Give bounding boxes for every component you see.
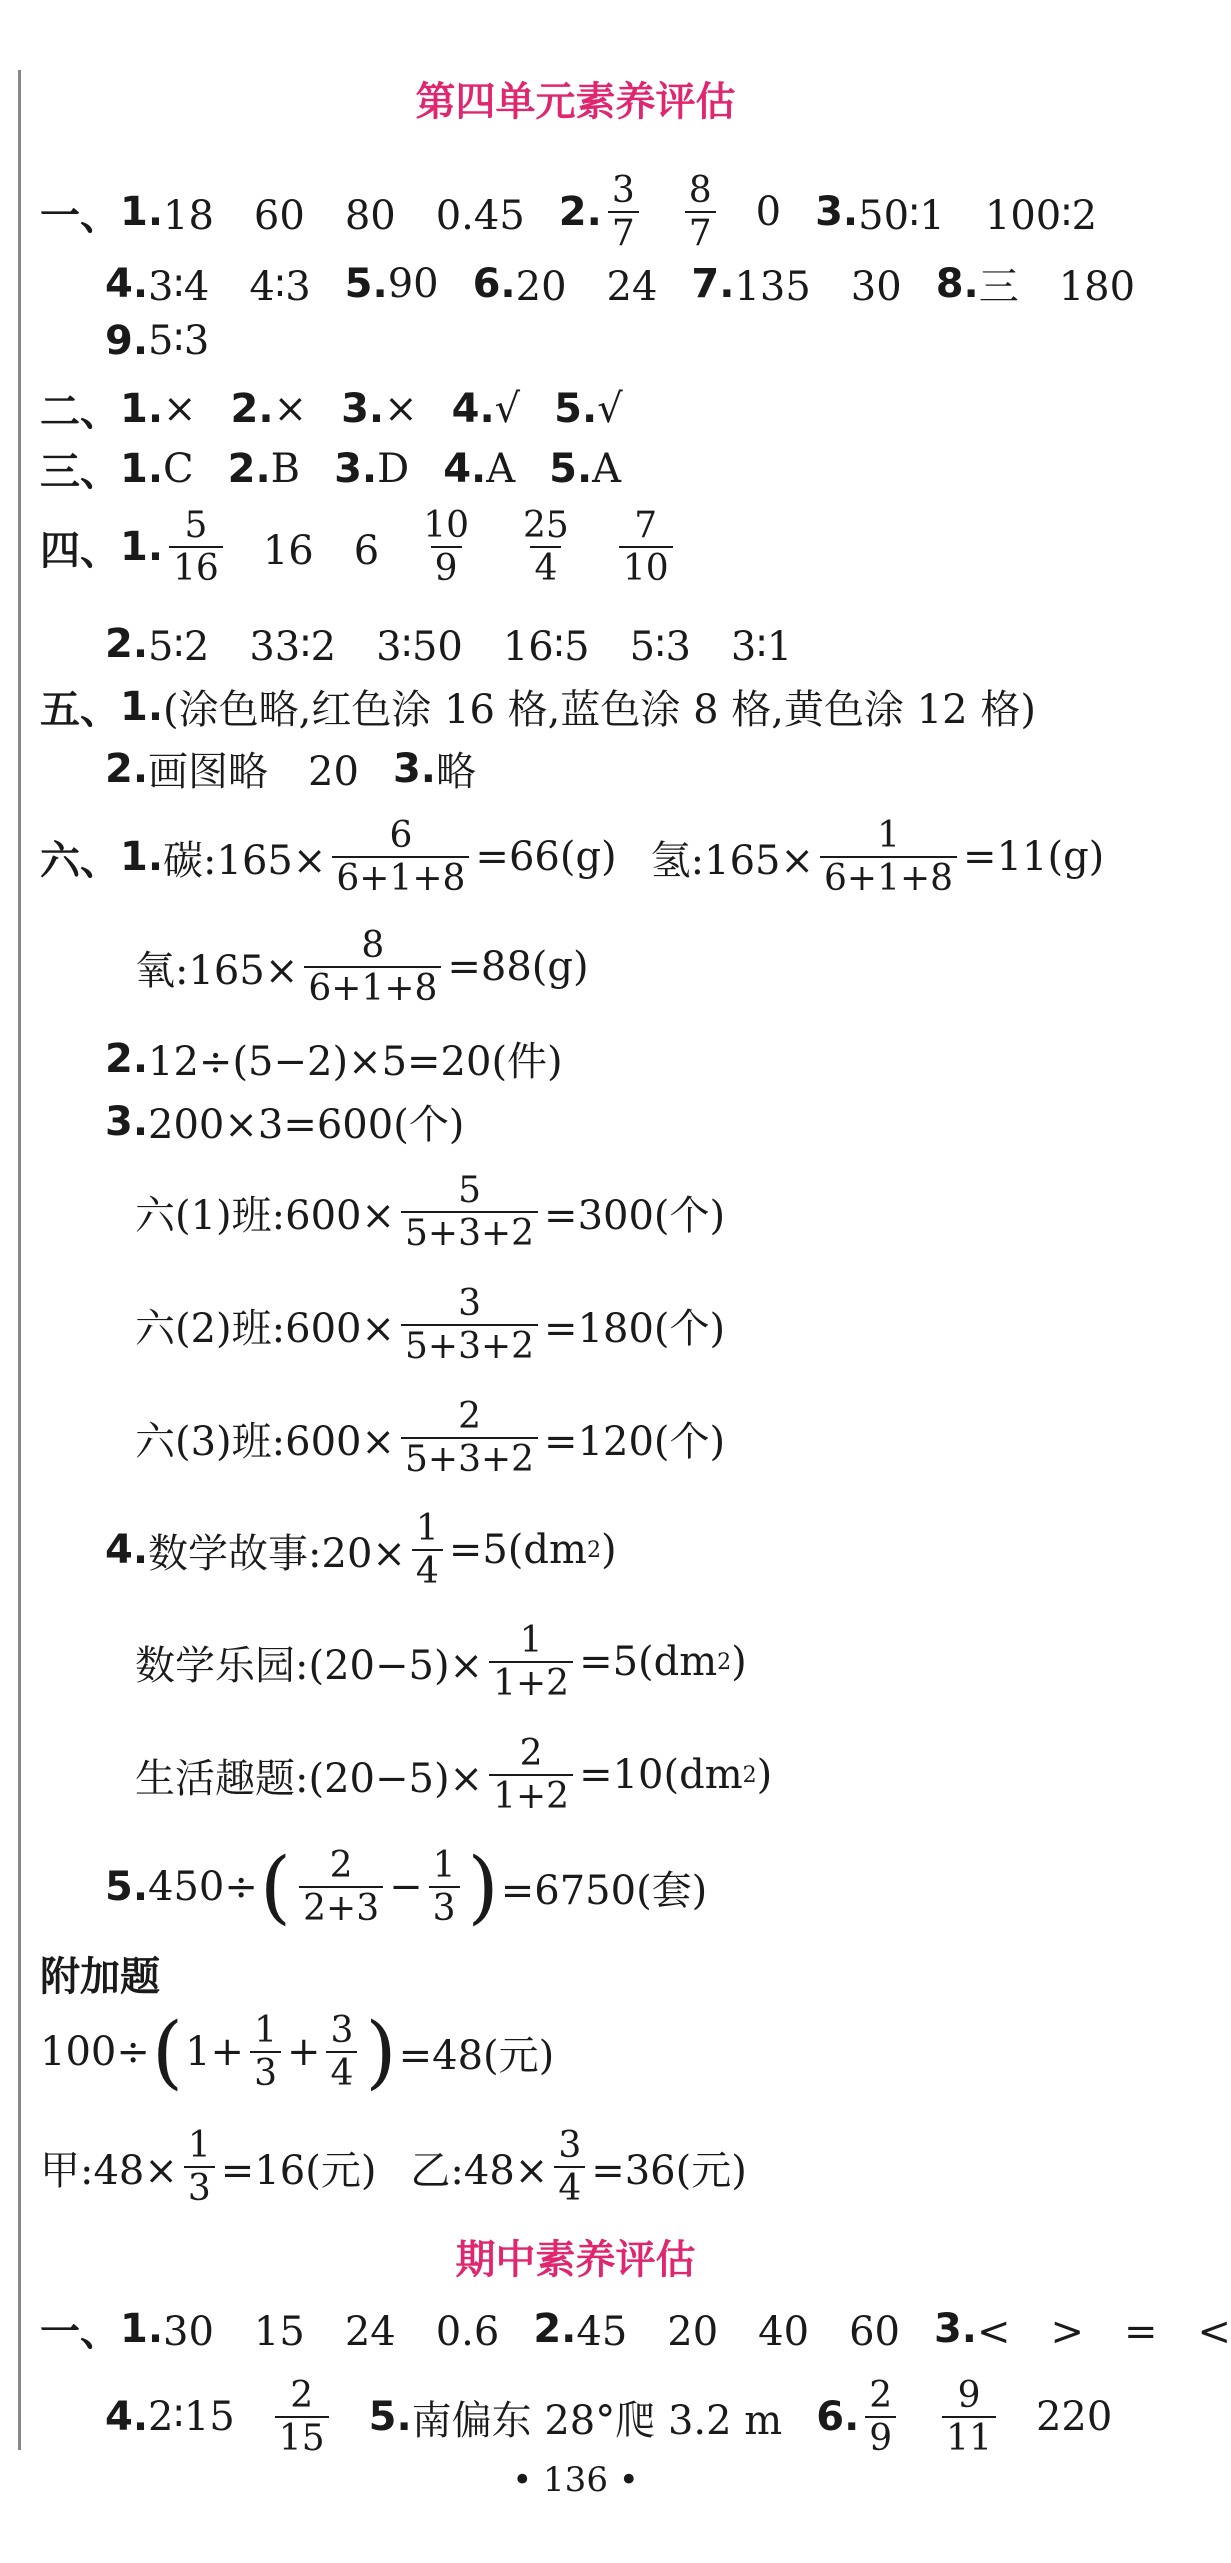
q-num: 2. (227, 445, 271, 492)
answer: 2∶15 (148, 2394, 235, 2441)
fraction: $\frac{1}{4}$ (412, 1508, 443, 1593)
answer: 18 60 80 0.45 (163, 192, 525, 239)
q-num: 4. (451, 385, 495, 432)
answer: √ (597, 385, 623, 432)
fraction: $\frac{2}{9}$ (865, 2375, 896, 2460)
s6-q2-line (105, 1030, 563, 1087)
q-num: 3. (334, 445, 378, 492)
fraction: $\frac{2}{2+3}$ (299, 1845, 383, 1930)
superscript: 2 (586, 1537, 601, 1563)
q-num: 5. (344, 260, 388, 307)
s2-label: 二、 (40, 389, 120, 435)
q-num: 4. (105, 1527, 149, 1574)
operator: − (389, 1864, 423, 1911)
right-paren: ) (365, 2005, 397, 2099)
s1-line1 (40, 170, 1097, 255)
s2-line (40, 380, 623, 437)
s6-class1-line (135, 1170, 725, 1255)
left-paren: ( (151, 2005, 184, 2099)
answer: 画图略 20 (148, 749, 359, 795)
answer: A (486, 445, 516, 492)
answer: 12÷(5−2)×5=20(件) (148, 1039, 563, 1085)
s1-line2 (105, 255, 1135, 312)
s6-oxygen-line (135, 925, 589, 1010)
q-num: 2. (105, 620, 149, 667)
formula-result: =6750(套) (500, 1867, 708, 1914)
q-num: 4. (105, 2394, 149, 2441)
q-num: 6. (472, 260, 516, 307)
superscript: 2 (742, 1762, 757, 1788)
s6-q4-line3 (135, 1733, 772, 1818)
s6-q4-line1 (105, 1508, 617, 1593)
formula-text: 100÷ (40, 2029, 150, 2076)
margin-rule (18, 70, 21, 2450)
formula-result: =120(个) (544, 1418, 726, 1465)
s6-q3-line (105, 1093, 464, 1150)
answer: 0 (755, 189, 782, 236)
answer: 5∶3 (148, 318, 210, 364)
answer: 16 6 (262, 527, 380, 574)
superscript: 2 (717, 1649, 732, 1675)
answer: √ (494, 385, 521, 432)
answer: A (592, 445, 622, 492)
q-num: 9. (105, 318, 149, 364)
q-num: 2. (230, 385, 274, 432)
formula-text: 六(3)班:600× (135, 1418, 395, 1465)
q-num: 5. (554, 385, 598, 432)
answer: 50∶1 100∶2 (858, 192, 1098, 239)
s4-line2 (105, 615, 792, 672)
answer: 3∶4 4∶3 (148, 264, 311, 310)
q-num: 2. (105, 745, 149, 792)
q-num: 3. (933, 2305, 977, 2352)
s4-label: 四、 (40, 527, 120, 574)
s5-label: 五、 (40, 687, 120, 733)
midterm-title: 期中素养评估 (455, 2237, 696, 2283)
fraction: $\frac{5}{16}$ (169, 505, 223, 590)
fraction: $\frac{1}{3}$ (184, 2125, 215, 2210)
paren: ) (731, 1639, 747, 1686)
fraction: $\frac{3}{4}$ (326, 2010, 357, 2095)
fraction: $\frac{3}{4}$ (554, 2125, 585, 2210)
formula-text: 六(2)班:600× (135, 1305, 395, 1352)
formula-text: 氧:165× (135, 947, 299, 994)
answer: 220 (1035, 2394, 1113, 2441)
s6-class3-line (135, 1396, 725, 1481)
s6-label: 六、 (40, 837, 120, 884)
q-num: 1. (120, 189, 164, 236)
paren: ) (756, 1752, 773, 1799)
answer: 200×3=600(个) (148, 1102, 465, 1148)
mid-label: 一、 (40, 2309, 120, 2355)
formula-result: =5(dm (448, 1527, 587, 1574)
s4-line1 (40, 505, 679, 590)
q-num: 6. (816, 2394, 860, 2441)
operator: + (286, 2029, 321, 2076)
formula-text: 数学故事:20× (148, 1530, 406, 1577)
extra-line1 (40, 2005, 555, 2099)
fraction: $\frac{8}{6+1+8}$ (304, 925, 441, 1010)
formula-result: =300(个) (544, 1192, 726, 1239)
q-num: 8. (935, 260, 979, 307)
fraction: $\frac{5}{5+3+2}$ (401, 1170, 538, 1255)
answer: 南偏东 28°爬 3.2 m (411, 2397, 783, 2444)
s6-line1 (40, 815, 1104, 900)
s5-line2 (105, 740, 476, 797)
answer: 90 (387, 260, 439, 307)
answer: 30 15 24 0.6 (163, 2309, 500, 2355)
formula-result: =66(g) (475, 834, 617, 881)
formula-result: =48(元) (398, 2032, 555, 2079)
answer: 135 30 (734, 264, 902, 310)
q-num: 3. (341, 385, 385, 432)
fraction: $\frac{1}{3}$ (250, 2010, 281, 2095)
answer: × (163, 385, 197, 432)
q-num: 5. (368, 2394, 412, 2441)
formula-result: =11(g) (963, 834, 1105, 881)
fraction: $\frac{8}{7}$ (685, 170, 716, 255)
fraction: $\frac{1}{3}$ (429, 1845, 460, 1930)
answer: < > = < (977, 2309, 1231, 2355)
answer: 45 20 40 60 (576, 2309, 900, 2355)
formula-result: =88(g) (447, 944, 589, 991)
answer: (涂色略,红色涂 16 格,蓝色涂 8 格,黄色涂 12 格) (163, 687, 1036, 733)
formula-text: 1+ (185, 2029, 245, 2076)
q-num: 1. (120, 445, 164, 492)
formula-text: 乙:48× (410, 2147, 549, 2194)
answer: B (270, 445, 301, 492)
formula-text: 甲:48× (40, 2147, 178, 2194)
q-num: 3. (392, 745, 436, 792)
right-paren: ) (467, 1840, 499, 1934)
fraction: $\frac{3}{7}$ (608, 170, 639, 255)
q-num: 1. (120, 2305, 164, 2352)
formula-text: 碳:165× (163, 837, 327, 884)
formula-result: =180(个) (544, 1305, 726, 1352)
fraction: $\frac{2}{1+2}$ (489, 1733, 573, 1818)
q-num: 2. (105, 1035, 149, 1082)
s6-class2-line (135, 1283, 725, 1368)
fraction: $\frac{6}{6+1+8}$ (332, 815, 469, 900)
formula-text: 氢:165× (650, 837, 814, 884)
q-num: 2. (533, 2305, 577, 2352)
extra-line2 (40, 2125, 747, 2210)
formula-result: =36(元) (591, 2147, 747, 2194)
answer: 5∶2 33∶2 3∶50 16∶5 5∶3 3∶1 (148, 624, 793, 670)
answer: × (273, 385, 308, 432)
fraction: $\frac{1}{1+2}$ (489, 1620, 573, 1705)
answer: 20 24 (515, 264, 658, 310)
formula-text: 六(1)班:600× (135, 1192, 395, 1239)
s6-q4-line2 (135, 1620, 747, 1705)
formula-text: 生活趣题:(20−5)× (135, 1755, 484, 1802)
fraction: $\frac{1}{6+1+8}$ (820, 815, 957, 900)
s6-q5-line (105, 1840, 708, 1934)
formula-result: =5(dm (579, 1639, 718, 1686)
fraction: $\frac{9}{11}$ (942, 2375, 996, 2460)
fraction: $\frac{3}{5+3+2}$ (401, 1283, 538, 1368)
answer: C (163, 445, 194, 492)
midterm-line2 (105, 2375, 1112, 2460)
q-num: 5. (105, 1864, 149, 1911)
fraction: $\frac{10}{9}$ (423, 505, 470, 590)
q-num: 3. (105, 1098, 149, 1145)
q-num: 3. (815, 189, 859, 236)
formula-result: =16(元) (220, 2147, 377, 2194)
q-num: 4. (105, 260, 149, 307)
q-num: 1. (120, 385, 164, 432)
q-num: 5. (549, 445, 593, 492)
s1-label: 一、 (40, 192, 120, 239)
formula-text: 450÷ (148, 1864, 258, 1911)
q-num: 4. (443, 445, 487, 492)
answer: D (377, 445, 410, 492)
s1-line3 (105, 318, 209, 364)
q-num: 2. (558, 189, 602, 236)
fraction: $\frac{2}{5+3+2}$ (401, 1396, 538, 1481)
left-paren: ( (259, 1840, 292, 1934)
s3-line (40, 440, 621, 497)
answer: × (384, 385, 418, 432)
page-number: • 136 • (512, 2460, 639, 2500)
fraction: $\frac{25}{4}$ (523, 505, 569, 590)
fraction: $\frac{2}{15}$ (275, 2375, 329, 2460)
formula-text: 数学乐园:(20−5)× (135, 1642, 484, 1689)
q-num: 1. (120, 834, 164, 881)
q-num: 1. (120, 524, 164, 571)
s3-label: 三、 (40, 449, 120, 495)
midterm-line1 (40, 2300, 1231, 2357)
formula-result: =10(dm (579, 1752, 743, 1799)
s5-line1 (40, 678, 1036, 735)
fraction: $\frac{7}{10}$ (619, 505, 673, 590)
answer: 三 180 (978, 264, 1136, 310)
q-num: 7. (691, 260, 735, 307)
unit4-title: 第四单元素养评估 (415, 79, 736, 125)
answer: 略 (435, 749, 476, 795)
q-num: 1. (120, 683, 164, 730)
paren: ) (600, 1527, 617, 1574)
extra-title: 附加题 (40, 1954, 160, 2000)
